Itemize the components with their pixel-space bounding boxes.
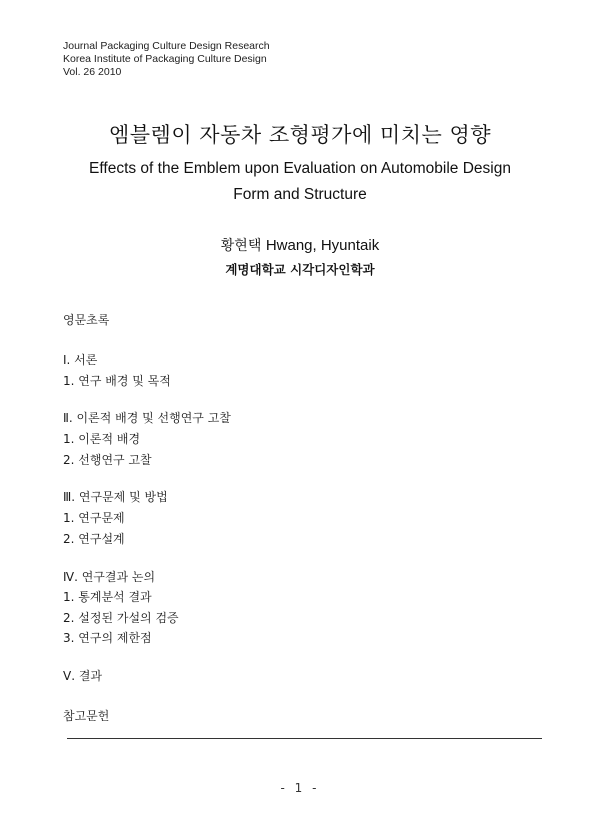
title-english <box>0 156 600 208</box>
title-english-line2: Form and Structure <box>233 186 367 203</box>
toc-abstract: 영문초록 <box>63 313 110 327</box>
toc-item-4-1: 1. 통계분석 결과 <box>63 590 152 604</box>
toc-item-3-2: 2. 연구설계 <box>63 532 125 546</box>
toc-item-2-2: 2. 선행연구 고찰 <box>63 453 152 467</box>
author-korean: 황현택 <box>220 238 262 254</box>
page-number: - 1 - <box>280 781 320 795</box>
toc-section-5: Ⅴ. 결과 <box>63 669 103 683</box>
journal-volume: Vol. 26 2010 <box>63 66 122 78</box>
toc-section-3: Ⅲ. 연구문제 및 방법 <box>63 490 168 504</box>
toc-item-4-2: 2. 설정된 가설의 검증 <box>63 611 179 625</box>
author <box>0 235 600 255</box>
toc-section-2: Ⅱ. 이론적 배경 및 선행연구 고찰 <box>63 411 231 425</box>
journal-publisher: Korea Institute of Packaging Culture Design <box>63 53 267 65</box>
journal-name: Journal Packaging Culture Design Research <box>63 40 270 52</box>
title-korean: 엠블렘이 자동차 조형평가에 미치는 영향 <box>108 123 492 147</box>
toc-references: 참고문헌 <box>63 709 110 723</box>
toc-item-1-1: 1. 연구 배경 및 목적 <box>63 374 171 388</box>
toc-item-3-1: 1. 연구문제 <box>63 511 125 525</box>
toc-section-4: Ⅳ. 연구결과 논의 <box>63 570 156 584</box>
journal-header <box>63 40 270 79</box>
affiliation: 계명대학교 시각디자인학과 <box>225 262 375 277</box>
toc-section-1: Ⅰ. 서론 <box>63 353 98 367</box>
footnote-divider <box>67 738 542 739</box>
toc-item-4-3: 3. 연구의 제한점 <box>63 631 152 645</box>
toc-item-2-1: 1. 이론적 배경 <box>63 432 141 446</box>
title-english-line1: Effects of the Emblem upon Evaluation on Automobile Design <box>89 160 511 177</box>
author-english: Hwang, Hyuntaik <box>265 237 380 254</box>
